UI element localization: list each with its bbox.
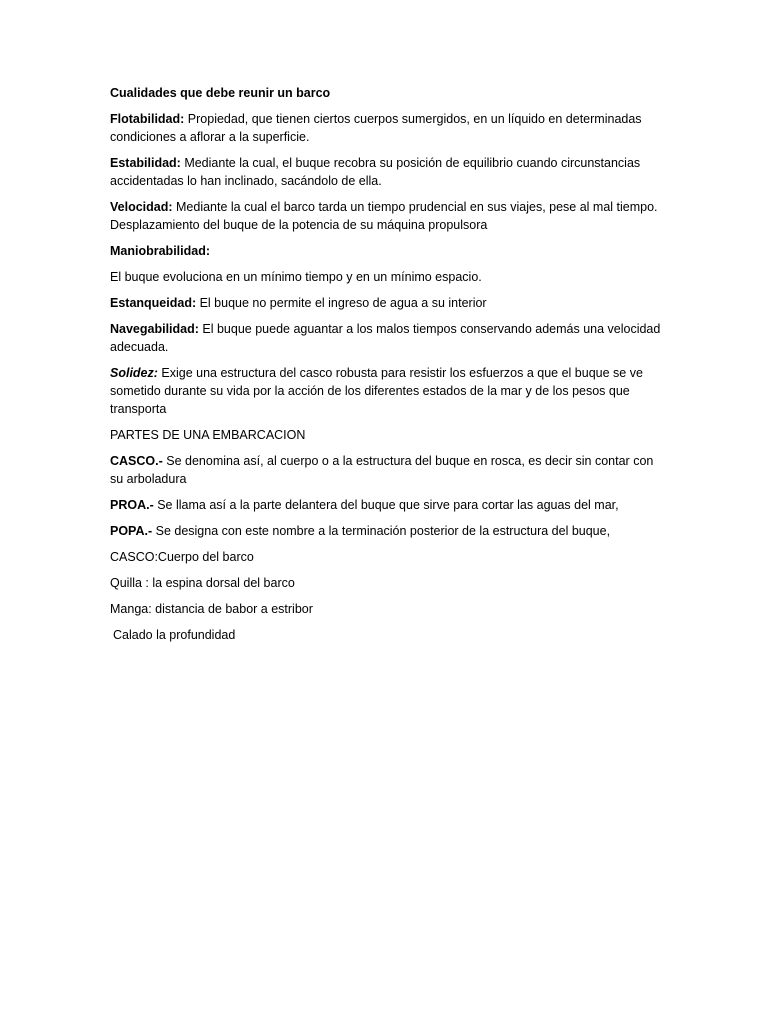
quality-text: El buque evoluciona en un mínimo tiempo y en un mínimo espacio.	[110, 270, 482, 284]
part-casco	[110, 452, 670, 488]
quality-term: Estanqueidad:	[110, 296, 197, 310]
document-heading: Cualidades que debe reunir un barco	[110, 86, 331, 100]
part-term: CASCO.-	[110, 454, 163, 468]
glossary-calado: Calado la profundidad	[113, 628, 236, 642]
part-popa	[110, 522, 670, 540]
part-text: Se designa con este nombre a la terminación posterior de la estructura del buque,	[152, 524, 611, 538]
quality-text: Mediante la cual, el buque recobra su posición de equilibrio cuando circunstancias accidentadas lo han inclinado, sacándolo de ella.	[110, 156, 641, 188]
part-term: POPA.-	[110, 524, 153, 538]
quality-term: Flotabilidad:	[110, 112, 185, 126]
glossary-quilla: Quilla : la espina dorsal del barco	[110, 576, 295, 590]
quality-text: El buque no permite el ingreso de agua a su interior	[196, 296, 487, 310]
quality-text: Exige una estructura del casco robusta para resistir los esfuerzos a que el buque se ve sometido durante su vida por la acción de los diferentes estados de la mar y de los pesos que transporta	[110, 366, 643, 416]
part-text: Se llama así a la parte delantera del buque que sirve para cortar las aguas del mar,	[153, 498, 619, 512]
quality-term: Velocidad:	[110, 200, 173, 214]
quality-navegabilidad	[110, 320, 670, 356]
quality-text: Mediante la cual el barco tarda un tiempo prudencial en sus viajes, pese al mal tiempo. Desplazamiento del buque de la potencia de su máquina propulsora	[110, 200, 658, 232]
quality-flotabilidad	[110, 110, 670, 146]
quality-term: Maniobrabilidad:	[110, 244, 210, 258]
quality-term: Navegabilidad:	[110, 322, 199, 336]
quality-text: El buque puede aguantar a los malos tiempos conservando además una velocidad adecuada.	[110, 322, 661, 354]
glossary-manga: Manga: distancia de babor a estribor	[110, 602, 313, 616]
part-text: Se denomina así, al cuerpo o a la estructura del buque en rosca, es decir sin contar con su arboladura	[110, 454, 654, 486]
quality-term: Estabilidad:	[110, 156, 181, 170]
document-page	[110, 84, 670, 652]
glossary-casco: CASCO:Cuerpo del barco	[110, 550, 254, 564]
quality-solidez	[110, 364, 670, 418]
quality-maniobrabilidad	[110, 242, 670, 260]
part-term: PROA.-	[110, 498, 154, 512]
quality-estabilidad	[110, 154, 670, 190]
part-proa	[110, 496, 670, 514]
quality-term: Solidez:	[110, 366, 158, 380]
quality-estanqueidad	[110, 294, 670, 312]
parts-heading: PARTES DE UNA EMBARCACION	[110, 428, 306, 442]
quality-text: Propiedad, que tienen ciertos cuerpos sumergidos, en un líquido en determinadas condiciones a aflorar a la superficie.	[110, 112, 642, 144]
quality-maniobrabilidad-text	[110, 268, 670, 286]
quality-velocidad	[110, 198, 670, 234]
